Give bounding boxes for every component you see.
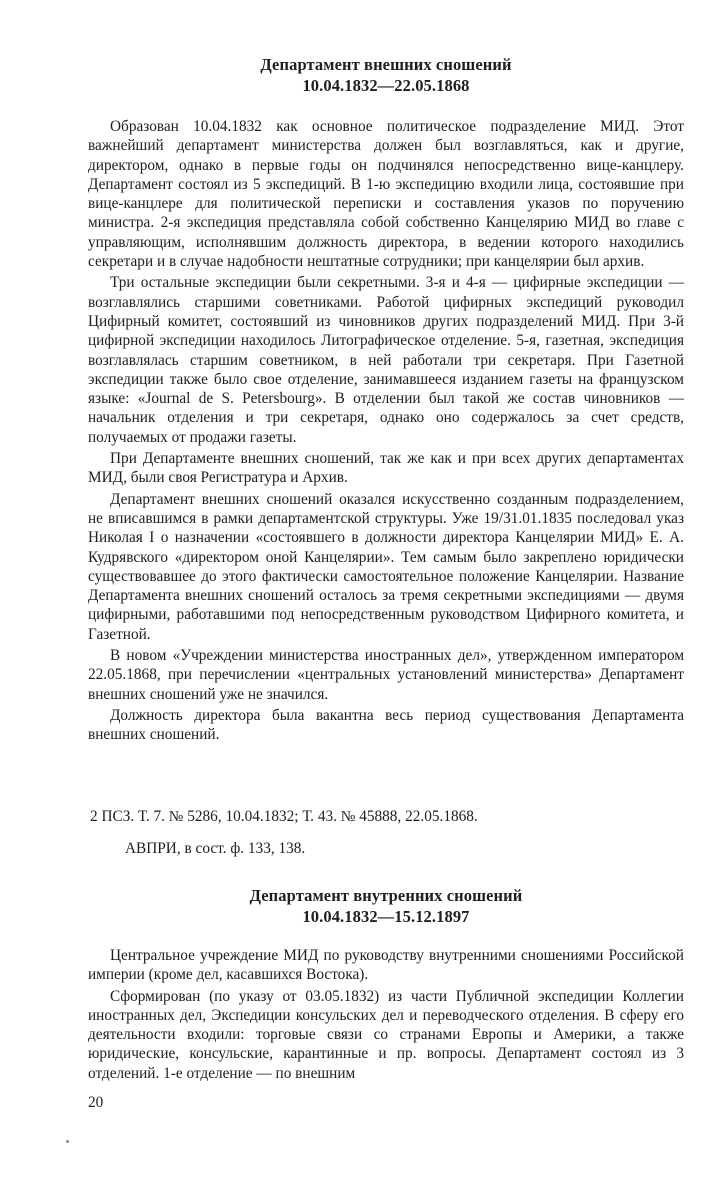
- paragraph: Центральное учреждение МИД по руководству внутренними сношениями Российской империи (кроме дел, касавшихся Востока).: [88, 947, 684, 984]
- section-dates: 10.04.1832—22.05.1868: [302, 76, 470, 95]
- section-title: Департамент внутренних сношений: [249, 886, 523, 905]
- paragraph: Сформирован (по указу от 03.05.1832) из части Публичной экспедиции Коллегии иностранных дел, Экспедиции консульских дел и переводческого отделения. В сферу его деятельности входили: торговые связи со странами Европы и Америки, а также юридические, консульские, карантинные и пр. вопросы. Департамент состоял из 3 отделений. 1-е отделение — по внешним: [88, 987, 684, 1082]
- section-title: Департамент внешних сношений: [260, 55, 512, 74]
- source-avpri: АВПРИ, в сост. ф. 133, 138.: [125, 840, 306, 858]
- paragraph: В новом «Учреждении министерства иностранных дел», утвержденном императором 22.05.1868, при перечислении «центральных установлений министерства» Департамент внешних сношений уже не значился.: [88, 647, 684, 703]
- section-dates: 10.04.1832—15.12.1897: [302, 907, 470, 926]
- section-body-internal-relations: [88, 946, 684, 1083]
- section-heading-external-relations: [88, 54, 684, 96]
- paragraph: Должность директора была вакантна весь период существования Департамента внешних сношений.: [88, 706, 684, 744]
- page-number: 20: [88, 1094, 104, 1111]
- sources-block: [88, 807, 684, 859]
- document-page: [88, 0, 684, 1179]
- paragraph: Образован 10.04.1832 как основное политическое подразделение МИД. Этот важнейший департамент министерства должен был возглавляться, как и другие, директором, однако в первые годы он подчинялся непосредственно вице-канцлеру. Департамент состоял из 5 экспедиций. В 1-ю экспедицию входили лица, состоявшие при вице-канцлере для политической переписки и составления указов по поручению министра. 2-я экспедиция представляла собой собственно Канцелярию МИД во главе с управляющим, исполнявшим должность директора, в ведении которого находились секретари и в случае надобности нештатные сотрудники; при канцелярии был архив.: [88, 118, 684, 271]
- paragraph: При Департаменте внешних сношений, так же как и при всех других департаментах МИД, были своя Регистратура и Архив.: [88, 450, 684, 487]
- paragraph: Департамент внешних сношений оказался искусственно созданным подразделением, не вписавшимся в рамки департаментской структуры. Уже 19/31.01.1835 последовал указ Николая I о назначении «состоявшего в должности директора Канцелярии МИД» Е. А. Кудрявского «директором оной Канцелярии». Тем самым было закреплено юридически существовавшее до этого фактически самостоятельное положение Канцелярии. Название Департамента внешних сношений осталось за тремя секретными экспедициями — двумя цифирными, работавшими под непосредственным руководством Цифирного комитета, и Газетной.: [88, 490, 684, 643]
- section-heading-internal-relations: [88, 885, 684, 927]
- source-psz: 2 ПСЗ. Т. 7. № 5286, 10.04.1832; Т. 43. № 45888, 22.05.1868.: [90, 808, 478, 825]
- paragraph: Три остальные экспедиции были секретными. 3-я и 4-я — цифирные экспедиции — возглавлялись старшими советниками. Работой цифирных экспедиций руководил Цифирный комитет, состоявший из чиновников других подразделений МИД. При 3-й цифирной экспедиции находилось Литографическое отделение. 5-я, газетная, экспедиция возглавлялась старшим советником, в ней работали три секретаря. При Газетной экспедиции также было свое отделение, занимавшееся изданием газеты на французском языке: «Journal de S. Petersbourg». В отделении был такой же состав чиновников — начальник отделения и три секретаря, однако оно содержалось за счет средств, получаемых от продажи газеты.: [88, 274, 684, 446]
- section-body-external-relations: [88, 117, 684, 745]
- scan-speck: [66, 1140, 69, 1143]
